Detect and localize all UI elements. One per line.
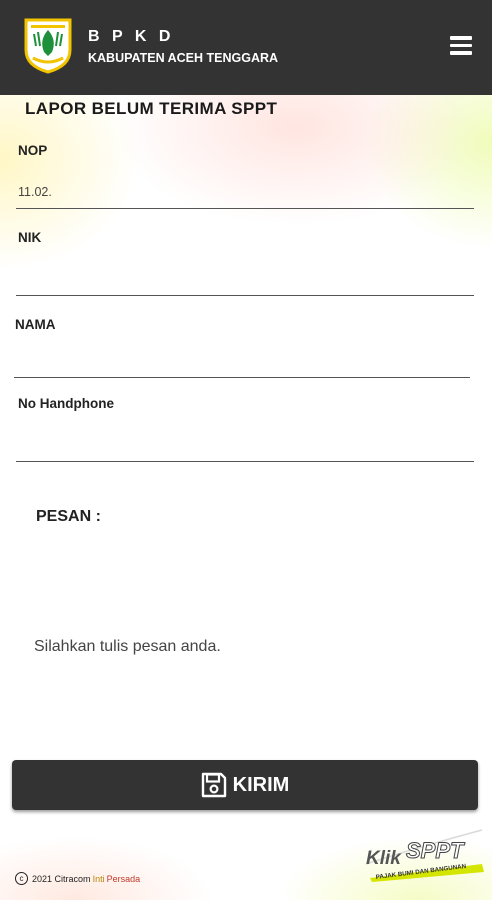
pesan-label: PESAN :: [36, 508, 101, 525]
copyright-year: 2021: [32, 873, 53, 884]
floppy-disk-icon: [201, 772, 227, 798]
sppt-word: SPPT: [406, 838, 464, 863]
handphone-input[interactable]: [16, 428, 474, 462]
nop-input[interactable]: [16, 175, 474, 209]
company-name-2: Inti: [92, 873, 105, 884]
nama-input[interactable]: [14, 344, 470, 378]
regency-emblem-icon: [22, 16, 74, 74]
pesan-textarea[interactable]: [30, 540, 470, 740]
brand-title: B P K D: [88, 28, 175, 45]
page-title: LAPOR BELUM TERIMA SPPT: [25, 99, 278, 118]
app-header: [0, 0, 492, 95]
brand-subtitle: KABUPATEN ACEH TENGGARA: [88, 51, 279, 65]
hamburger-menu-icon[interactable]: [448, 36, 474, 58]
kirim-button[interactable]: [12, 760, 478, 810]
company-name-1: Citracom: [54, 873, 91, 884]
klik-word: Klik: [366, 848, 401, 869]
handphone-label: No Handphone: [18, 396, 114, 411]
nik-label: NIK: [18, 230, 42, 245]
klik-tagline: PAJAK BUMI DAN BANGUNAN: [375, 862, 467, 881]
kirim-label: KIRIM: [232, 773, 290, 796]
nop-label: NOP: [18, 143, 48, 158]
klik-sppt-logo[interactable]: [362, 826, 486, 882]
nama-label: NAMA: [15, 317, 56, 332]
nik-input[interactable]: [16, 262, 474, 296]
company-name-3: Persada: [106, 873, 141, 884]
copyright-icon: c: [15, 872, 28, 885]
footer-copyright: [15, 872, 140, 885]
